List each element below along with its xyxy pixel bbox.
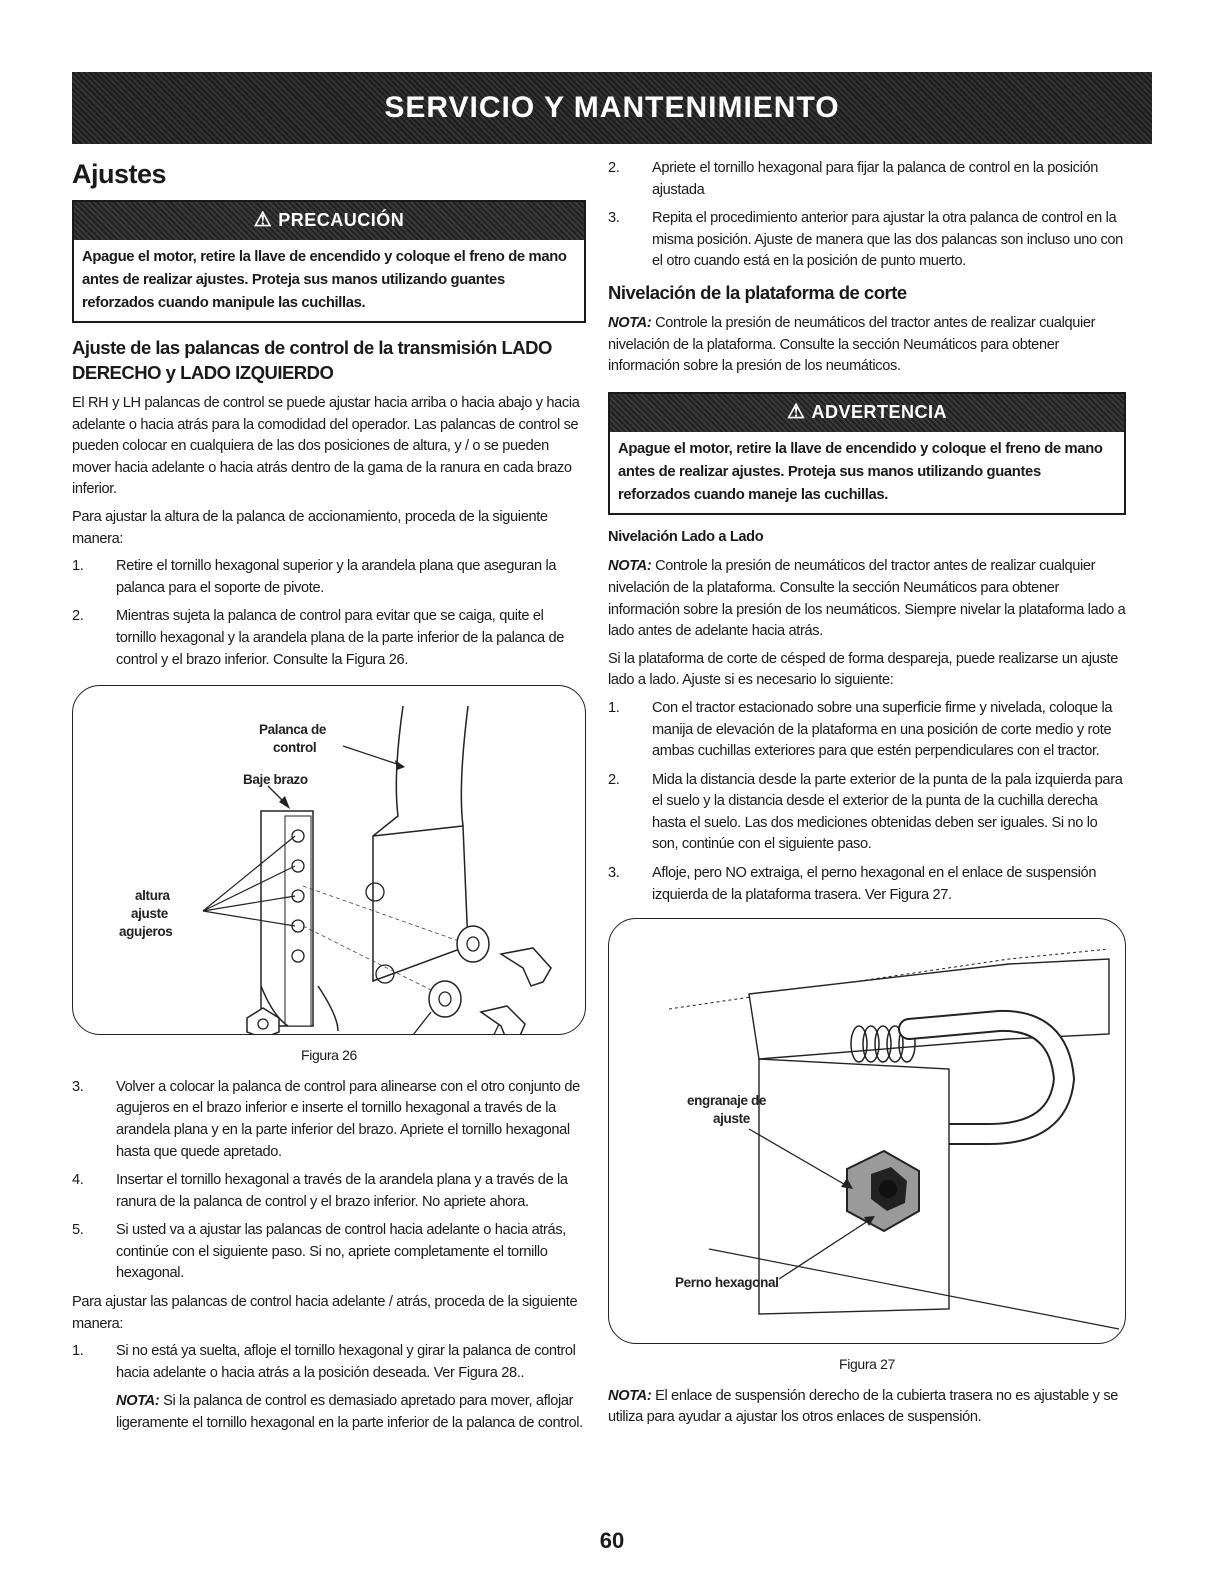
step-number: 3. [608,865,620,882]
label-hex-bolt: Perno hexagonal [675,1275,779,1291]
list-item [72,606,586,671]
steps-list [72,556,586,671]
figure-27 [608,918,1126,1344]
note-label: NOTA: [608,558,652,575]
note [72,1391,586,1434]
steps-list [72,1341,586,1384]
list-item [72,556,586,599]
section-title: Ajustes [72,159,167,189]
step-number: 2. [608,771,620,788]
label-lever-2: control [273,740,317,756]
warning-text: Apague el motor, retire la llave de encendido y coloque el freno de mano antes de realizar ajustes. Proteja sus manos utilizando guantes reforzados cuando maneje las cuchillas. [618,440,1103,503]
minor-heading: Nivelación Lado a Lado [608,528,764,545]
note [608,313,1126,378]
list-item [608,698,1126,763]
list-item [72,1220,586,1285]
label-holes-1: altura [135,888,170,904]
figure-26 [72,685,586,1035]
step-text: Si no está ya suelta, afloje el tornillo hexagonal y girar la palanca de control hacia adelante o hacia atrás a la posición deseada. Ver Figura 28.. [116,1343,576,1381]
steps-list [608,698,1126,906]
steps-list [608,158,1126,273]
step-text: Retire el tornillo hexagonal superior y la arandela plana que aseguran la palanca para el soporte de pivote. [116,558,557,596]
step-number: 1. [72,558,84,575]
step-text: Afloje, pero NO extraiga, el perno hexagonal en el enlace de suspensión izquierda de la plataforma trasera. Ver Figura 27. [652,865,1097,903]
section-banner: SERVICIO Y MANTENIMIENTO [72,72,1152,144]
list-item [608,770,1126,856]
caution-box [72,200,586,323]
step-number: 1. [72,1343,84,1360]
step-number: 4. [72,1172,84,1189]
warning-title: ADVERTENCIA [811,401,947,422]
steps-list [72,1077,586,1285]
note-label: NOTA: [608,1387,652,1404]
note-label: NOTA: [608,314,652,331]
step-text: Con el tractor estacionado sobre una superficie firme y nivelada, coloque la manija de elevación de la plataforma en una posición de corte medio y rote ambas cuchillas exteriores para que estén perpendiculares con el tractor. [652,699,1113,760]
right-column [608,158,1126,1435]
label-holes-3: agujeros [119,924,173,940]
label-lever: Palanca de [259,722,327,738]
page-number: 60 [599,1528,625,1553]
subsection-title: Nivelación de la plataforma de corte [608,281,907,303]
left-column [72,158,586,1441]
note-text: Controle la presión de neumáticos del tractor antes de realizar cualquier nivelación de la plataforma. Consulte la sección Neumáticos para obtener información sobre la presión de los neumáticos. Siempre nivelar la plataforma lado a lado antes de adelante hacia atrás. [608,558,1126,640]
list-item [72,1170,586,1213]
step-number: 2. [608,160,620,176]
paragraph: Para ajustar la altura de la palanca de accionamiento, proceda de la siguiente manera: [72,508,548,547]
caution-title: PRECAUCIÓN [278,210,405,231]
paragraph: Para ajustar las palancas de control hacia adelante / atrás, proceda de la siguiente manera: [72,1294,578,1332]
paragraph: Si la plataforma de corte de césped de forma despareja, puede realizarse un ajuste lado a lado. Ajuste si es necesario lo siguiente: [608,650,1118,689]
note-text: El enlace de suspensión derecho de la cubierta trasera no es ajustable y se utiliza para ayudar a ajustar los otros enlaces de suspensión. [608,1387,1119,1426]
warning-triangle-icon: ⚠ [253,209,273,232]
note-text: Controle la presión de neumáticos del tractor antes de realizar cualquier nivelación de la plataforma. Consulte la sección Neumáticos para obtener información sobre la presión de los neumáticos. [608,314,1096,375]
list-item [608,158,1126,201]
step-text: Mientras sujeta la palanca de control para evitar que se caiga, quite el tornillo hexagonal y la arandela plana de la parte inferior de la palanca de control y el brazo inferior. Consulte la Figura 26. [116,608,565,668]
warning-header [610,394,1124,432]
step-number: 5. [72,1222,84,1239]
list-item [608,208,1126,273]
label-lower-arm: Baje brazo [243,772,308,788]
step-text: Volver a colocar la palanca de control para alinearse con el otro conjunto de agujeros en el brazo inferior e inserte el tornillo hexagonal a través de la arandela plana y en la parte inferior del brazo. Apriete el tornillo hexagonal hasta que quede apretado. [116,1078,580,1160]
note [608,1386,1126,1429]
warning-triangle-icon: ⚠ [787,400,806,423]
caution-header [74,202,584,240]
caution-text: Apague el motor, retire la llave de encendido y coloque el freno de mano antes de realizar ajustes. Proteja sus manos utilizando guantes reforzados cuando manipule las cuchillas. [82,249,567,311]
figure-27-caption: Figura 27 [839,1356,895,1373]
label-adjust-gear-1: engranaje de [687,1093,767,1109]
step-text: Apriete el tornillo hexagonal para fijar la palanca de control en la posición ajustada [652,160,1099,198]
figure-26-illustration [73,686,585,1034]
step-text: Repita el procedimiento anterior para ajustar la otra palanca de control en la misma posición. Ajuste de manera que las dos palancas son incluso uno con el otro cuando está en la posición de punto muerto. [652,210,1123,270]
label-holes-2: ajuste [131,906,168,922]
step-number: 3. [608,210,620,227]
list-item [608,863,1126,906]
subsection-title: Ajuste de las palancas de control de la transmisión LADO DERECHO y LADO IZQUIERDO [72,337,552,383]
list-item [72,1341,586,1384]
note-label: NOTA: [116,1393,160,1410]
step-number: 3. [72,1078,84,1095]
step-text: Mida la distancia desde la parte exterior de la punta de la pala izquierda para el suelo y la distancia desde el exterior de la punta de la cuchilla derecha hasta el suelo. Las dos mediciones obtenidas deben ser iguales. Si no lo son, continúe con el siguiente paso. [652,771,1123,853]
step-number: 2. [72,608,84,625]
figure-27-illustration [609,919,1125,1343]
paragraph: El RH y LH palancas de control se puede ajustar hacia arriba o hacia abajo y hacia adelante o hacia atrás para la comodidad del operador. Las palancas de control se pueden colocar en cualquiera de las dos posiciones de altura, y / o se pueden mover hacia adelante o hacia atrás dentro de la gama de la ranura en cada brazo inferior. [72,395,580,498]
note-text: Si la palanca de control es demasiado apretado para mover, aflojar ligeramente el tornillo hexagonal en la parte inferior de la palanca de control. [116,1393,583,1432]
label-adjust-gear-2: ajuste [713,1111,750,1127]
warning-box [608,392,1126,515]
figure-26-caption: Figura 26 [301,1047,357,1064]
list-item [72,1077,586,1163]
step-number: 1. [608,699,620,716]
step-text: Si usted va a ajustar las palancas de control hacia adelante o hacia atrás, continúe con el siguiente paso. Si no, apriete completamente el tornillo hexagonal. [116,1222,566,1282]
step-text: Insertar el tornillo hexagonal a través de la arandela plana y a través de la ranura de la palanca de control y el brazo inferior. No apriete ahora. [116,1172,568,1210]
note [608,556,1126,642]
